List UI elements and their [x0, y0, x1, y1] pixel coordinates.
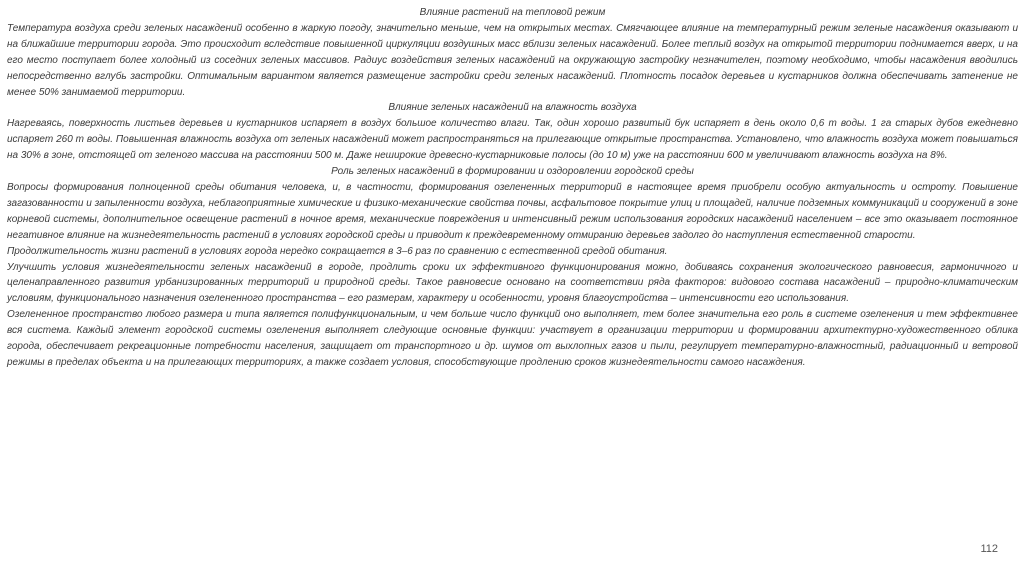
paragraph-equilibrium: Улучшить условия жизнедеятельности зеленых насаждений в городе, продлить сроки их эффективного функционирования можно, добиваясь сохранения экологического равновесия, гармоничного и целенаправленного развития урбанизированных территорий и природной среды. Такое равновесие основано на соответствии ряда факторов: видового состава насаждений – природно-климатическим условиям, функционального назначения озелененного пространства – его размерам, характеру и особенности, уровня благоустройства – интенсивности его использования.	[7, 261, 1018, 305]
page-number: 112	[980, 543, 998, 556]
paragraph-urban-issues: Вопросы формирования полноценной среды обитания человека, и, в частности, формирования озелененных территорий в настоящее время приобрели особую актуальность и остроту. Повышение загазованности и запыленности воздуха, неблагоприятные химические и физико-механические свойства почвы, асфальтовое покрытие улиц и площадей, наличие подземных коммуникаций и сооружений в зоне корневой системы, дополнительное освещение растений в ночное время, механические повреждения и интенсивный режим использования городских насаждений населением – все это оказывает постоянное негативное влияние на жизнедеятельность растений в условиях городской среды и приводит к преждевременному отмиранию деревьев задолго до наступления естественной старости.	[7, 181, 1018, 241]
paragraph-functions: Озелененное пространство любого размера и типа является полифункциональным, и чем больше число функций оно выполняет, тем более значительна его роль в системе озеленения и тем эффективнее вся система. Каждый элемент городской системы озеленения выполняет следующие основные функции: участвует в организации территории и формировании архитектурно-художественного облика города, обеспечивает рекреационные потребности населения, защищает от транспортного и др. шумов от выхлопных газов и пыли, регулирует температурно-влажностный, радиационный и ветровой режимы в пределах объекта и на прилегающих территориях, а также создает условия, способствующие продлению сроков жизнедеятельности самого насаждения.	[7, 309, 1018, 368]
heading-thermal-regime: Влияние растений на тепловой режим	[419, 7, 606, 18]
paragraph-lifespan: Продолжительность жизни растений в условиях города нередко сокращается в 3–6 раз по сравнению с естественной средой обитания.	[7, 245, 668, 257]
paragraph-humidity: Нагреваясь, поверхность листьев деревьев и кустарников испаряет в воздух большое количество влаги. Так, один хорошо развитый бук испаряет в день около 0,6 т воды. 1 га старых дубов ежедневно испаряет 260 т воды. Повышенная влажность воздуха от зеленых насаждений может распространяться на прилегающие открытые пространства. Установлено, что влажность воздуха может повышаться на 30% в зоне, отстоящей от зеленого массива на расстоянии 500 м. Даже неширокие древесно-кустарниковые полосы (до 10 м) уже на расстоянии 600 м увеличивают влажность воздуха на 8%.	[7, 118, 1018, 162]
heading-urban-role: Роль зеленых насаждений в формировании и оздоровлении городской среды	[331, 166, 694, 178]
heading-humidity: Влияние зеленых насаждений на влажность воздуха	[388, 102, 637, 114]
paragraph-thermal-regime: Температура воздуха среди зеленых насаждений особенно в жаркую погоду, значительно меньше, чем на открытых местах. Смягчающее влияние на температурный режим зеленые насаждения оказывают и на ближайшие территории города. Это происходит вследствие повышенной циркуляции воздушных масс вблизи зеленых насаждений. Более теплый воздух на открытой территории поднимается вверх, и на его место поступает более холодный из соседних зеленых массивов. Радиус воздействия зеленых насаждений на окружающую застройку незначителен, поэтому необходимо, чтобы насаждения вводились непосредственно вглубь застройки. Оптимальным вариантом является размещение застройки среди зеленых насаждений. Плотность посадок деревьев и кустарников должна обеспечивать затенение не менее 50% занимаемой территории.	[7, 22, 1018, 98]
